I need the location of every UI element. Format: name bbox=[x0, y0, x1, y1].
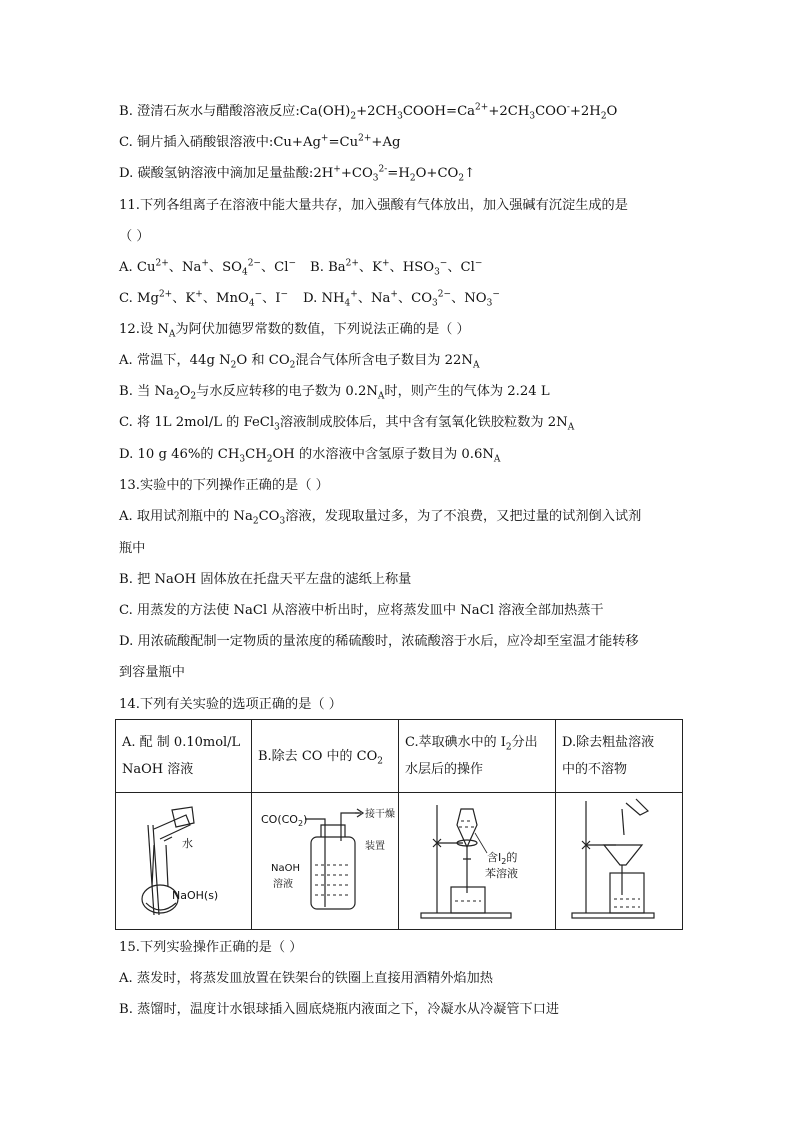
q14-stem: 14.下列有关实验的选项正确的是（ ） bbox=[119, 697, 342, 712]
q11-option-b: B. $Ba^{2+}$、K+、$HSO_3^-$、Cl− bbox=[310, 258, 483, 278]
q14-experiment-table bbox=[115, 719, 683, 930]
svg-text:NaOH(s): NaOH(s) bbox=[171, 889, 218, 902]
svg-text:含I2的: 含$I_2$的 bbox=[487, 851, 518, 866]
svg-text:NaOH: NaOH bbox=[271, 863, 300, 874]
svg-text:装置: 装置 bbox=[365, 841, 385, 852]
q10-option-d: D. 碳酸氢钠溶液中滴加足量盐酸$:2H^++CO_3^{2-}=H_2O+CO_2↑$ bbox=[119, 164, 476, 184]
q13-option-a-cont: 瓶中 bbox=[119, 541, 146, 556]
q14-figure-d bbox=[556, 793, 683, 930]
q11-option-c: C. $Mg^{2+}$、K+、MnO$_4$−、I− bbox=[119, 289, 289, 309]
q11-answer-paren: （ ） bbox=[119, 229, 150, 244]
q11-stem: 11.下列各组离子在溶液中能大量共存，加入强酸有气体放出，加入强碱有沉淀生成的是 bbox=[119, 198, 628, 213]
q14-figure-b bbox=[252, 793, 399, 930]
q12-option-b: B. 当 $Na_2O_2$与水反应转移的电子数为 $0.2N_A$时，则产生的气体为 2.24 L bbox=[119, 384, 550, 402]
q13-stem: 13.实验中的下列操作正确的是（ ） bbox=[119, 478, 329, 493]
q15-stem: 15.下列实验操作正确的是（ ） bbox=[119, 940, 303, 955]
q13-option-c: C. 用蒸发的方法使 NaCl 从溶液中析出时，应将蒸发皿中 NaCl 溶液全部加热蒸干 bbox=[119, 603, 604, 618]
svg-text:CO(CO2): $CO(CO_2)$ bbox=[261, 813, 308, 828]
q13-option-a: A. 取用试剂瓶中的 $Na_2CO_3$溶液，发现取量过多，为了不浪费，又把过量的试剂倒入试剂 bbox=[119, 509, 642, 527]
q14-figure-a bbox=[116, 793, 252, 930]
q15-option-b: B. 蒸馏时，温度计水银球插入圆底烧瓶内液面之下，冷凝水从冷凝管下口进 bbox=[119, 1002, 560, 1017]
svg-text:接干燥: 接干燥 bbox=[365, 809, 395, 820]
q13-option-d: D. 用浓硫酸配制一定物质的量浓度的稀硫酸时，浓硫酸溶于水后，应冷却至室温才能转移 bbox=[119, 634, 639, 649]
q13-option-d-cont: 到容量瓶中 bbox=[119, 665, 185, 680]
q14-figure-c bbox=[399, 793, 556, 930]
svg-text:溶液: 溶液 bbox=[273, 879, 293, 890]
svg-text:苯溶液: 苯溶液 bbox=[485, 867, 518, 880]
q10-option-c: C. 铜片插入硝酸银溶液中$:Cu+Ag^+=Cu^{2+}+Ag$ bbox=[119, 133, 401, 150]
svg-text:水: 水 bbox=[181, 837, 193, 850]
q12-stem: 12.设 $N_A$为阿伏加德罗常数的数值，下列说法正确的是（ ） bbox=[119, 322, 470, 340]
gas-washing-bottle-figure bbox=[255, 795, 395, 923]
filtration-figure bbox=[564, 795, 674, 923]
q15-option-a: A. 蒸发时，将蒸发皿放置在铁架台的铁圈上直接用酒精外焰加热 bbox=[119, 971, 493, 986]
q13-option-b: B. 把 NaOH 固体放在托盘天平左盘的滤纸上称量 bbox=[119, 572, 412, 587]
q12-option-a: A. 常温下，44g $N_2O$ 和 $CO_2$混合气体所含电子数目为 $22N_A$ bbox=[119, 353, 480, 371]
q14-header-a: A. 配 制 0.10mol/L NaOH 溶液 bbox=[116, 720, 252, 793]
separatory-funnel-figure bbox=[407, 795, 547, 923]
q10-option-b: B. 澄清石灰水与醋酸溶液反应$:Ca(OH)_2+2CH_3COOH=Ca^{2+}+2CH_3COO^-+2H_2O$ bbox=[119, 102, 618, 122]
q12-option-c: C. 将 1L 2mol/L 的 FeCl$_3$溶液制成胶体后，其中含有氢氧化铁胶粒数为 $2N_A$ bbox=[119, 415, 575, 433]
q11-option-a: A. $Cu^{2+}$、Na+、$SO_4^{2-}$、Cl− bbox=[119, 258, 297, 278]
q14-header-d: D.除去粗盐溶液 中的不溶物 bbox=[556, 720, 683, 793]
q12-option-d: D. 10 g 46%的 $CH_3CH_2OH$ 的水溶液中含氢原子数目为 $0.6N_A$ bbox=[119, 447, 501, 465]
q14-header-c: C.萃取碘水中的 $I_2$分出 水层后的操作 bbox=[399, 720, 556, 793]
volumetric-flask-figure bbox=[124, 795, 244, 923]
q14-header-b: B.除去 CO 中的 $CO_2$ bbox=[252, 720, 399, 793]
q11-option-d: D. $NH_4^+$、Na+、$CO_3^{2-}$、$NO_3^-$ bbox=[303, 289, 500, 309]
